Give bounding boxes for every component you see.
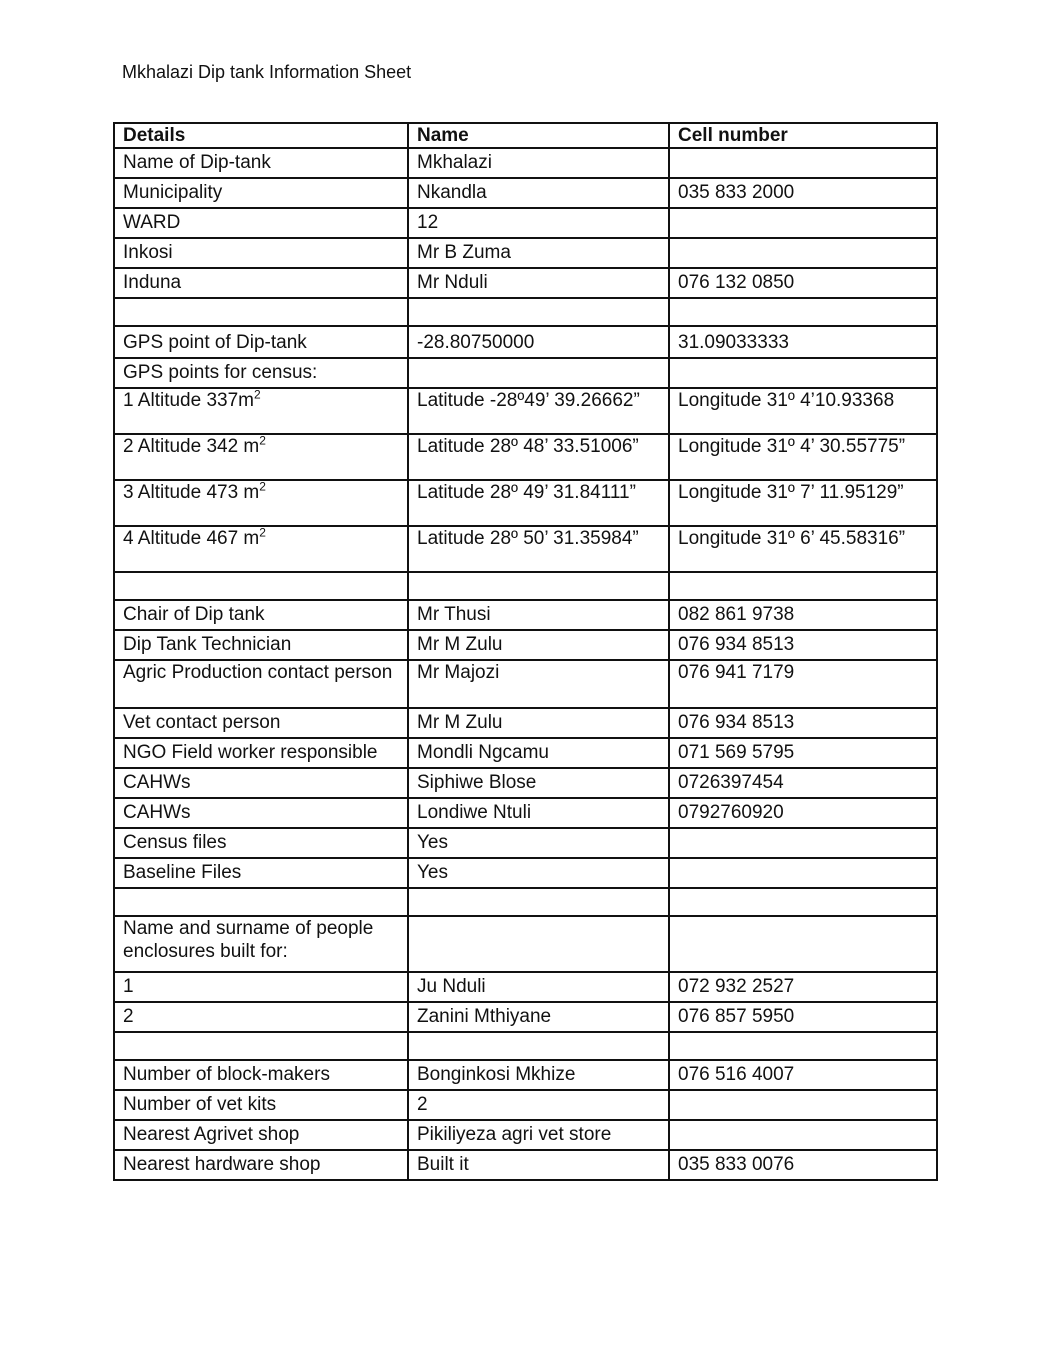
name-cell	[408, 298, 669, 326]
header-cell-number: Cell number	[669, 123, 937, 148]
table-row	[114, 858, 937, 888]
table-row	[114, 768, 937, 798]
table-row	[114, 388, 937, 434]
cell-number-cell: 082 861 9738	[669, 600, 937, 630]
name-cell: Siphiwe Blose	[408, 768, 669, 798]
details-cell: Nearest Agrivet shop	[114, 1120, 408, 1150]
details-cell	[114, 1032, 408, 1060]
details-cell	[114, 298, 408, 326]
cell-number-cell	[669, 858, 937, 888]
details-cell: Municipality	[114, 178, 408, 208]
table-row	[114, 660, 937, 708]
details-cell: Nearest hardware shop	[114, 1150, 408, 1180]
name-cell: Built it	[408, 1150, 669, 1180]
table-row-empty	[114, 888, 937, 916]
details-cell: Name and surname of people enclosures built for:	[114, 916, 408, 972]
table-row	[114, 708, 937, 738]
table-header-row	[114, 123, 937, 148]
cell-number-cell: Longitude 31º 4’ 30.55775”	[669, 434, 937, 480]
cell-number-cell	[669, 888, 937, 916]
details-cell	[114, 388, 408, 434]
cell-number-cell: 035 833 0076	[669, 1150, 937, 1180]
name-cell: Mr Majozi	[408, 660, 669, 708]
name-cell: Nkandla	[408, 178, 669, 208]
table-row	[114, 238, 937, 268]
name-cell: Ju Nduli	[408, 972, 669, 1002]
name-cell: Mr Nduli	[408, 268, 669, 298]
details-cell: Inkosi	[114, 238, 408, 268]
details-cell: GPS points for census:	[114, 358, 408, 388]
details-cell: Census files	[114, 828, 408, 858]
cell-number-cell: Longitude 31º 6’ 45.58316”	[669, 526, 937, 572]
header-details: Details	[114, 123, 408, 148]
table-row	[114, 326, 937, 358]
cell-number-cell	[669, 1090, 937, 1120]
table-row	[114, 600, 937, 630]
cell-number-cell: 076 857 5950	[669, 1002, 937, 1032]
cell-number-cell: Longitude 31º 7’ 11.95129”	[669, 480, 937, 526]
table-row	[114, 1002, 937, 1032]
info-table	[113, 122, 938, 1181]
table-row	[114, 972, 937, 1002]
table-row	[114, 480, 937, 526]
name-cell	[408, 572, 669, 600]
table-row	[114, 268, 937, 298]
cell-number-cell	[669, 358, 937, 388]
superscript: 2	[259, 526, 266, 540]
superscript: 2	[259, 434, 266, 448]
name-cell: Yes	[408, 828, 669, 858]
details-cell: NGO Field worker responsible	[114, 738, 408, 768]
details-cell	[114, 572, 408, 600]
table-row	[114, 1150, 937, 1180]
table-row	[114, 916, 937, 972]
cell-number-cell: 076 941 7179	[669, 660, 937, 708]
name-cell: Mr M Zulu	[408, 630, 669, 660]
details-cell	[114, 526, 408, 572]
details-cell: Name of Dip-tank	[114, 148, 408, 178]
cell-number-cell	[669, 298, 937, 326]
cell-number-cell: 071 569 5795	[669, 738, 937, 768]
name-cell: 12	[408, 208, 669, 238]
name-cell: Zanini Mthiyane	[408, 1002, 669, 1032]
details-cell: Vet contact person	[114, 708, 408, 738]
name-cell: Latitude 28º 50’ 31.35984”	[408, 526, 669, 572]
altitude-text: 1 Altitude 337m	[123, 390, 254, 411]
details-cell: Dip Tank Technician	[114, 630, 408, 660]
cell-number-cell	[669, 148, 937, 178]
name-cell: Latitude -28º49’ 39.26662”	[408, 388, 669, 434]
cell-number-cell	[669, 238, 937, 268]
cell-number-cell: 31.09033333	[669, 326, 937, 358]
name-cell: Mondli Ngcamu	[408, 738, 669, 768]
name-cell: 2	[408, 1090, 669, 1120]
details-cell	[114, 434, 408, 480]
cell-number-cell	[669, 208, 937, 238]
name-cell: Latitude 28º 49’ 31.84111”	[408, 480, 669, 526]
table-row-empty	[114, 298, 937, 326]
name-cell	[408, 358, 669, 388]
table-row	[114, 1120, 937, 1150]
cell-number-cell	[669, 916, 937, 972]
altitude-text: 2 Altitude 342 m	[123, 436, 260, 457]
details-cell: WARD	[114, 208, 408, 238]
table-row	[114, 798, 937, 828]
name-cell: Yes	[408, 858, 669, 888]
table-row	[114, 630, 937, 660]
cell-number-cell: Longitude 31º 4’10.93368	[669, 388, 937, 434]
details-cell: 1	[114, 972, 408, 1002]
name-cell	[408, 1032, 669, 1060]
details-cell: Agric Production contact person	[114, 660, 408, 708]
name-cell: Mr M Zulu	[408, 708, 669, 738]
altitude-text: 4 Altitude 467 m	[123, 528, 260, 549]
cell-number-cell: 072 932 2527	[669, 972, 937, 1002]
header-name: Name	[408, 123, 669, 148]
superscript: 2	[253, 388, 261, 402]
cell-number-cell: 0792760920	[669, 798, 937, 828]
cell-number-cell: 076 516 4007	[669, 1060, 937, 1090]
details-cell: Induna	[114, 268, 408, 298]
cell-number-cell	[669, 828, 937, 858]
details-cell	[114, 480, 408, 526]
name-cell: Mkhalazi	[408, 148, 669, 178]
page-title: Mkhalazi Dip tank Information Sheet	[122, 62, 412, 82]
name-cell: Mr Thusi	[408, 600, 669, 630]
details-cell: Number of vet kits	[114, 1090, 408, 1120]
details-cell: Number of block-makers	[114, 1060, 408, 1090]
altitude-text: 3 Altitude 473 m	[123, 482, 260, 503]
name-cell	[408, 888, 669, 916]
cell-number-cell: 0726397454	[669, 768, 937, 798]
cell-number-cell	[669, 1032, 937, 1060]
details-cell: Chair of Dip tank	[114, 600, 408, 630]
cell-number-cell: 076 132 0850	[669, 268, 937, 298]
table-row	[114, 1060, 937, 1090]
details-cell: CAHWs	[114, 768, 408, 798]
table-row	[114, 1090, 937, 1120]
cell-number-cell: 076 934 8513	[669, 708, 937, 738]
table-row-empty	[114, 1032, 937, 1060]
table-row	[114, 738, 937, 768]
name-cell: Mr B Zuma	[408, 238, 669, 268]
table-row	[114, 434, 937, 480]
table-row	[114, 178, 937, 208]
table-row	[114, 526, 937, 572]
name-cell: Londiwe Ntuli	[408, 798, 669, 828]
cell-number-cell: 076 934 8513	[669, 630, 937, 660]
superscript: 2	[259, 480, 266, 494]
name-cell: Pikiliyeza agri vet store	[408, 1120, 669, 1150]
details-cell: Baseline Files	[114, 858, 408, 888]
details-cell	[114, 888, 408, 916]
details-cell: CAHWs	[114, 798, 408, 828]
name-cell: -28.80750000	[408, 326, 669, 358]
name-cell: Bonginkosi Mkhize	[408, 1060, 669, 1090]
table-row	[114, 208, 937, 238]
cell-number-cell	[669, 572, 937, 600]
table-row	[114, 358, 937, 388]
details-cell: 2	[114, 1002, 408, 1032]
cell-number-cell: 035 833 2000	[669, 178, 937, 208]
name-cell: Latitude 28º 48’ 33.51006”	[408, 434, 669, 480]
details-cell: GPS point of Dip-tank	[114, 326, 408, 358]
table-row-empty	[114, 572, 937, 600]
table-row	[114, 148, 937, 178]
cell-number-cell	[669, 1120, 937, 1150]
name-cell	[408, 916, 669, 972]
table-row	[114, 828, 937, 858]
